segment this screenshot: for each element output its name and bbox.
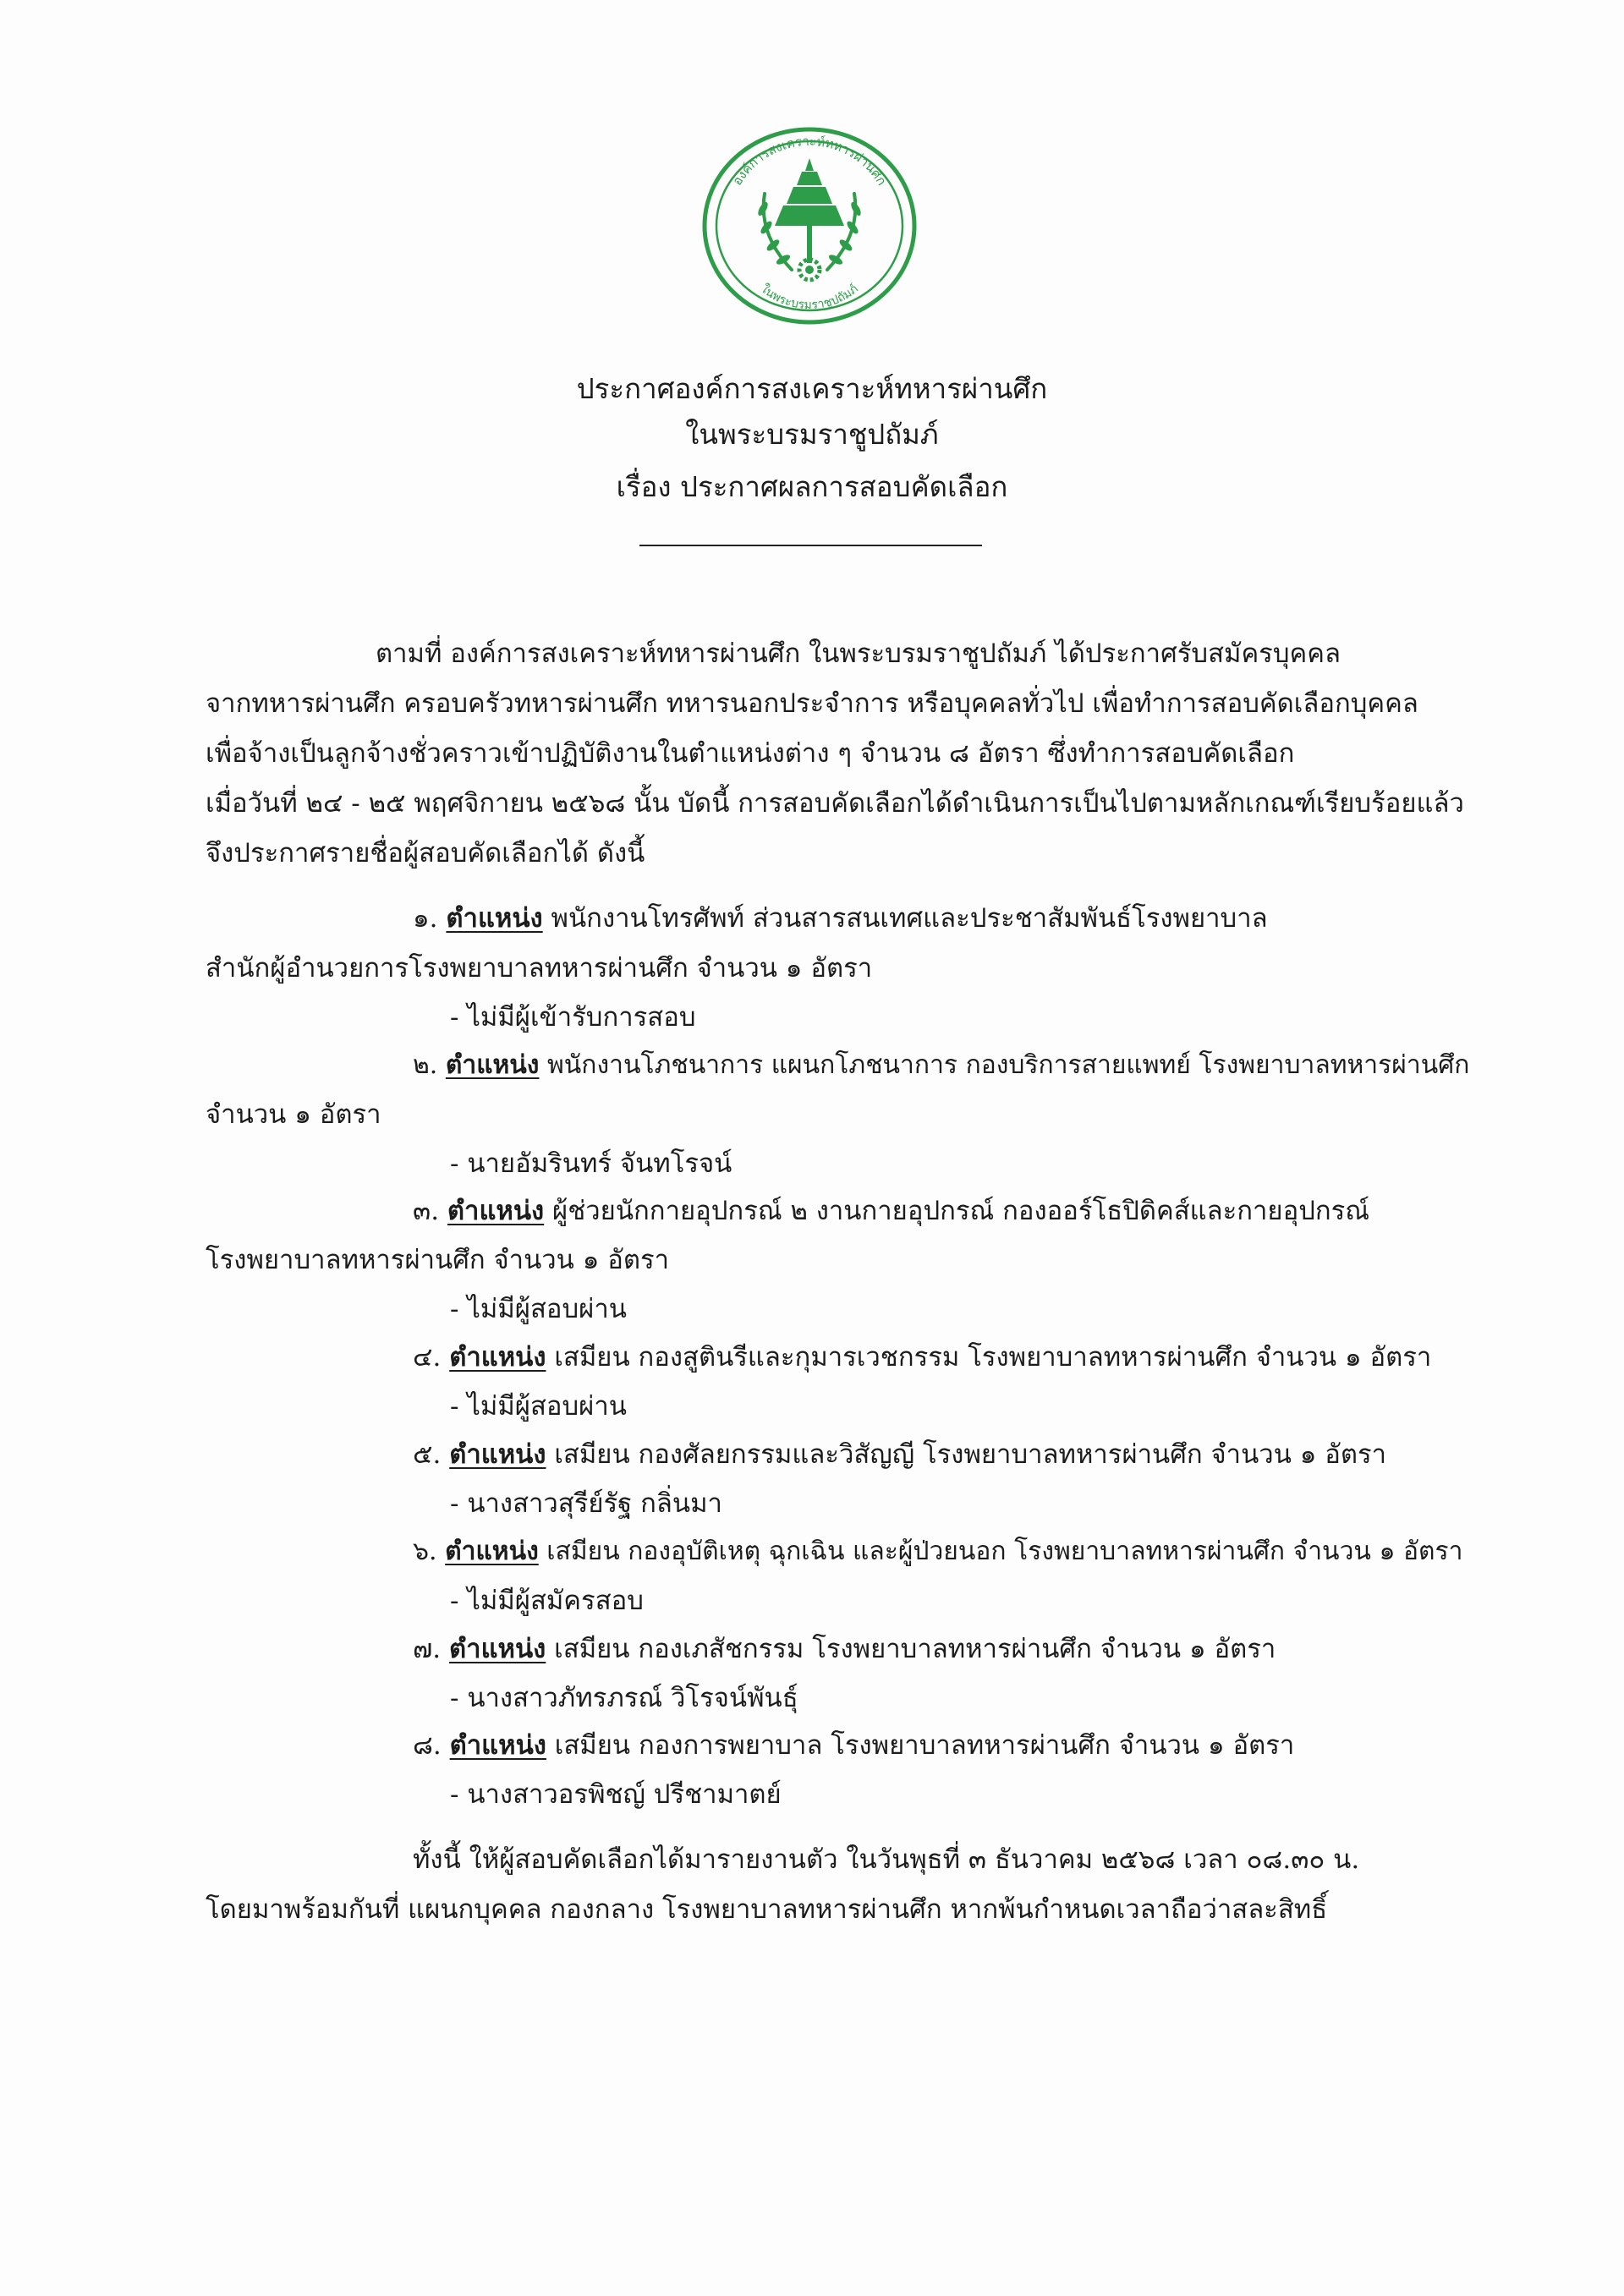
item-result: - ไม่มีผู้สมัครสอบ bbox=[450, 1586, 644, 1616]
header-divider bbox=[639, 545, 982, 546]
intro-line-1: ตามที่ องค์การสงเคราะห์ทหารผ่านศึก ในพระบรมราชูปถัมภ์ ได้ประกาศรับสมัครบุคคล bbox=[376, 638, 1341, 669]
list-item bbox=[413, 1194, 1369, 1228]
closing-line-1: ทั้งนี้ ให้ผู้สอบคัดเลือกได้มารายงานตัว ในวันพุธที่ ๓ ธันวาคม ๒๕๖๘ เวลา ๐๘.๓๐ น. bbox=[413, 1844, 1360, 1875]
position-label: ตำแหน่ง bbox=[449, 1439, 546, 1470]
item-result: - นางสาวสุรีย์รัฐ กลิ่นมา bbox=[450, 1488, 722, 1519]
announcement-title: ประกาศองค์การสงเคราะห์ทหารผ่านศึก bbox=[576, 372, 1048, 405]
svg-text:ในพระบรมราชูปถัมภ์ bbox=[758, 282, 861, 312]
intro-line-4: เมื่อวันที่ ๒๔ - ๒๕ พฤศจิกายน ๒๕๖๘ นั้น บัดนี้ การสอบคัดเลือกได้ดำเนินการเป็นไปตามหลักเกณฑ์เรียบร้อยแล้ว bbox=[206, 788, 1464, 819]
list-item bbox=[413, 1049, 1469, 1082]
item-number: ๖. bbox=[413, 1537, 437, 1566]
item-text: ผู้ช่วยนักกายอุปกรณ์ ๒ งานกายอุปกรณ์ กองออร์โธปิดิคส์และกายอุปกรณ์ bbox=[544, 1196, 1370, 1226]
umbrella-icon bbox=[775, 158, 844, 263]
list-item bbox=[413, 1535, 1463, 1569]
item-result: - ไม่มีผู้สอบผ่าน bbox=[450, 1391, 627, 1422]
position-label: ตำแหน่ง bbox=[445, 1050, 540, 1080]
position-label: ตำแหน่ง bbox=[449, 1730, 546, 1761]
emblem-text-bottom: ในพระบรมราชูปถัมภ์ bbox=[758, 282, 861, 313]
item-number: ๕. bbox=[413, 1439, 442, 1470]
closing-line-2: โดยมาพร้อมกันที่ แผนกบุคคล กองกลาง โรงพยาบาลทหารผ่านศึก หากพ้นกำหนดเวลาถือว่าสละสิทธิ์ bbox=[206, 1894, 1328, 1925]
position-label: ตำแหน่ง bbox=[449, 1634, 546, 1664]
item-continuation: จำนวน ๑ อัตรา bbox=[206, 1099, 381, 1130]
item-result: - นายอัมรินทร์ จันทโรจน์ bbox=[450, 1148, 732, 1179]
item-number: ๑. bbox=[413, 903, 438, 934]
item-result: - นางสาวภัทรภรณ์ วิโรจน์พันธุ์ bbox=[450, 1683, 798, 1713]
item-number: ๘. bbox=[413, 1730, 442, 1761]
item-text: เสมียน กองการพยาบาล โรงพยาบาลทหารผ่านศึก จำนวน ๑ อัตรา bbox=[546, 1730, 1295, 1761]
announcement-subject: เรื่อง ประกาศผลการสอบคัดเลือก bbox=[616, 470, 1008, 503]
item-text: เสมียน กองอุบัติเหตุ ฉุกเฉิน และผู้ป่วยนอก โรงพยาบาลทหารผ่านศึก จำนวน ๑ อัตรา bbox=[538, 1537, 1463, 1566]
item-number: ๒. bbox=[413, 1050, 438, 1080]
item-text: เสมียน กองเภสัชกรรม โรงพยาบาลทหารผ่านศึก จำนวน ๑ อัตรา bbox=[546, 1634, 1276, 1664]
list-item bbox=[413, 1340, 1431, 1374]
announcement-subtitle: ในพระบรมราชูปถัมภ์ bbox=[685, 418, 939, 451]
position-label: ตำแหน่ง bbox=[449, 1342, 546, 1373]
emblem-text-top: องค์การสงเคราะห์ทหารผ่านศึก bbox=[729, 133, 890, 189]
list-item bbox=[413, 1632, 1276, 1666]
position-label: ตำแหน่ง bbox=[445, 1537, 539, 1566]
item-continuation: สำนักผู้อำนวยการโรงพยาบาลทหารผ่านศึก จำนวน ๑ อัตรา bbox=[206, 953, 873, 984]
intro-line-5: จึงประกาศรายชื่อผู้สอบคัดเลือกได้ ดังนี้ bbox=[206, 838, 645, 869]
list-item bbox=[413, 901, 1268, 935]
item-number: ๔. bbox=[413, 1342, 442, 1373]
item-result: - นางสาวอรพิชญ์ ปรีชามาตย์ bbox=[450, 1779, 782, 1810]
item-text: พนักงานโภชนาการ แผนกโภชนาการ กองบริการสายแพทย์ โรงพยาบาลทหารผ่านศึก bbox=[539, 1050, 1470, 1080]
position-label: ตำแหน่ง bbox=[446, 903, 543, 934]
item-number: ๓. bbox=[413, 1196, 440, 1226]
item-text: เสมียน กองสูตินรีและกุมารเวชกรรม โรงพยาบาลทหารผ่านศึก จำนวน ๑ อัตรา bbox=[546, 1342, 1432, 1373]
intro-line-2: จากทหารผ่านศึก ครอบครัวทหารผ่านศึก ทหารนอกประจำการ หรือบุคคลทั่วไป เพื่อทำการสอบคัดเลือกบุคคล bbox=[206, 688, 1418, 719]
organization-emblem-logo bbox=[699, 124, 920, 327]
item-result: - ไม่มีผู้สอบผ่าน bbox=[450, 1294, 627, 1324]
item-number: ๗. bbox=[413, 1634, 442, 1664]
item-text: เสมียน กองศัลยกรรมและวิสัญญี โรงพยาบาลทหารผ่านศึก จำนวน ๑ อัตรา bbox=[546, 1439, 1387, 1470]
item-result: - ไม่มีผู้เข้ารับการสอบ bbox=[450, 1002, 696, 1033]
list-item bbox=[413, 1729, 1294, 1762]
position-label: ตำแหน่ง bbox=[447, 1196, 545, 1226]
item-continuation: โรงพยาบาลทหารผ่านศึก จำนวน ๑ อัตรา bbox=[206, 1245, 670, 1275]
intro-line-3: เพื่อจ้างเป็นลูกจ้างชั่วคราวเข้าปฏิบัติงานในตำแหน่งต่าง ๆ จำนวน ๘ อัตรา ซึ่งทำการสอบคัดเลือก bbox=[206, 738, 1295, 769]
list-item bbox=[413, 1438, 1386, 1471]
item-text: พนักงานโทรศัพท์ ส่วนสารสนเทศและประชาสัมพันธ์โรงพยาบาล bbox=[542, 903, 1268, 934]
